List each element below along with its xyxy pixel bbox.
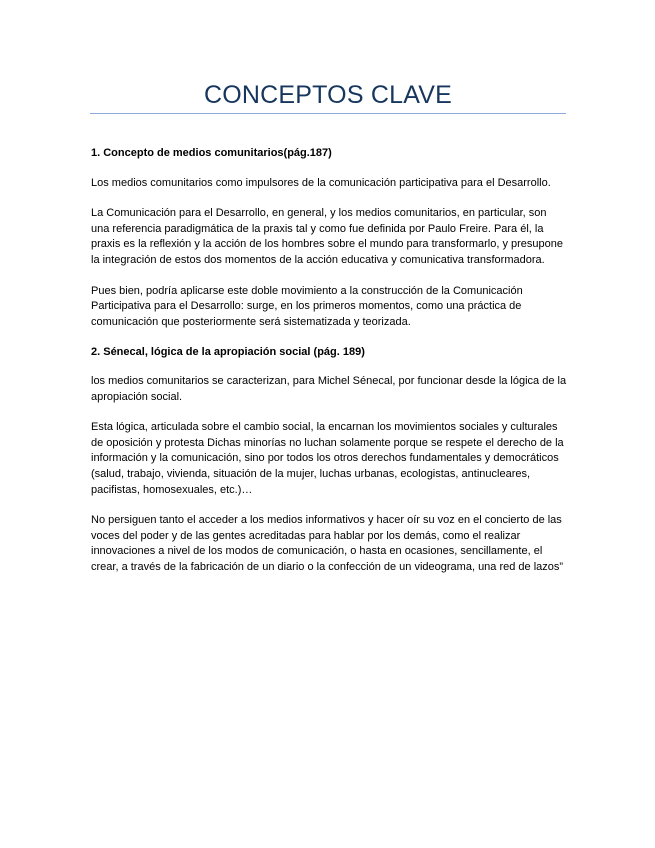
title-underline	[90, 113, 566, 114]
document-body	[91, 146, 567, 590]
paragraph: los medios comunitarios se caracterizan, para Michel Sénecal, por funcionar desde la lógica de la apropiación social.	[91, 374, 567, 403]
paragraph: La Comunicación para el Desarrollo, en general, y los medios comunitarios, en particular, son una referencia paradigmática de la praxis tal y como fue definida por Paulo Freire. Para él, la praxis es la reflexión y la acción de los hombres sobre el mundo para transformarlo, y presupone la integración de estos dos momentos de la acción educativa y comunicativa transformadora.	[91, 207, 564, 266]
paragraph: Esta lógica, articulada sobre el cambio social, la encarnan los movimientos sociales y culturales de oposición y protesta Dichas minorías no luchan solamente porque se respete el derecho de la información y la comunicación, sino por todos los otros derechos fundamentales y democráticos (salud, trabajo, vivienda, situación de la mujer, luchas urbanas, ecologistas, antinucleares, pacifistas, homosexuales, etc.)…	[91, 421, 564, 496]
paragraph: Los medios comunitarios como impulsores de la comunicación participativa para el Desarrollo.	[91, 176, 551, 189]
section-heading: 1. Concepto de medios comunitarios(pág.187)	[91, 147, 332, 159]
section-heading: 2. Sénecal, lógica de la apropiación social (pág. 189)	[91, 346, 365, 359]
paragraph: Pues bien, podría aplicarse este doble movimiento a la construcción de la Comunicación Participativa para el Desarrollo: surge, en los primeros momentos, como una práctica de comunicación que posteriormente será sistematizada y teorizada.	[91, 284, 523, 328]
page-title: CONCEPTOS CLAVE	[204, 81, 452, 109]
paragraph: No persiguen tanto el acceder a los medios informativos y hacer oír su voz en el concierto de las voces del poder y de las gentes acreditadas para hablar por los demás, como el realizar innovaciones a nivel de los modos de comunicación, o hasta en ocasiones, sencillamente, el crear, a través de la fabricación de un diario o la confección de un videograma, una red de lazos”	[91, 514, 564, 573]
